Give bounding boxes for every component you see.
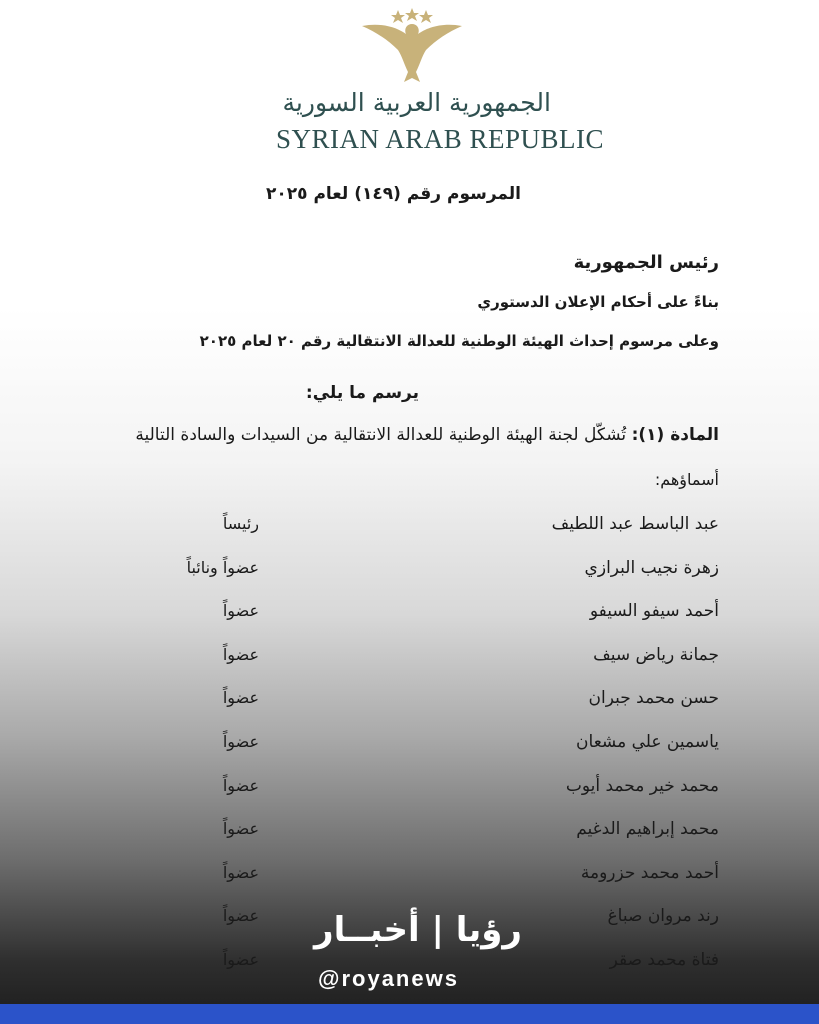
member-role: عضواً (222, 644, 259, 664)
member-role: عضواً (222, 775, 259, 795)
member-name: أحمد سيفو السيفو (589, 601, 719, 622)
article-1 (135, 425, 719, 445)
member-name: ياسمين علي مشعان (576, 732, 719, 752)
article-label: المادة (١): (631, 425, 719, 445)
member-name: محمد خير محمد أيوب (565, 775, 719, 796)
member-name: حسن محمد جبران (588, 688, 719, 709)
state-name-arabic: الجمهورية العربية السورية (282, 88, 551, 117)
member-role: عضواً (222, 906, 259, 926)
decrees-heading: يرسم ما يلي: (305, 383, 419, 403)
member-row (0, 776, 819, 806)
member-role: عضواً (222, 950, 259, 969)
brand-watermark (310, 906, 522, 996)
member-name: فتاة محمد صقر (609, 950, 719, 970)
member-row (0, 732, 819, 762)
member-row (0, 558, 819, 588)
member-row (0, 645, 819, 675)
member-name: جمانة رياض سيف (593, 644, 719, 665)
member-row (0, 688, 819, 718)
brand-handle: @royanews (318, 966, 459, 991)
member-role: عضواً ونائباً (186, 557, 259, 577)
names-label: أسماؤهم: (654, 470, 719, 489)
member-name: رند مروان صباغ (607, 906, 719, 927)
member-row (0, 863, 819, 893)
article-text: تُشكّل لجنة الهيئة الوطنية للعدالة الانتقالية من السيدات والسادة التالية (135, 425, 632, 445)
brand-logo-text: رؤيا | أخبــار (314, 910, 522, 950)
legal-basis-1: بناءً على أحكام الإعلان الدستوري (477, 293, 719, 311)
legal-basis-2: وعلى مرسوم إحداث الهيئة الوطنية للعدالة الانتقالية رقم ٢٠ لعام ٢٠٢٥ (199, 332, 719, 350)
state-name-english: SYRIAN ARAB REPUBLIC (276, 124, 605, 154)
member-role: عضواً (222, 819, 259, 839)
document-header (0, 0, 819, 160)
member-row (0, 819, 819, 849)
member-name: محمد إبراهيم الدغيم (576, 819, 719, 840)
president-heading: رئيس الجمهورية (573, 252, 719, 273)
member-row (0, 601, 819, 631)
member-row (0, 514, 819, 544)
member-name: أحمد محمد حزرومة (580, 862, 719, 883)
member-role: عضواً (222, 601, 259, 621)
member-name: عبد الباسط عبد اللطيف (551, 514, 719, 534)
member-role: عضواً (222, 732, 259, 751)
eagle-emblem-icon (358, 6, 466, 86)
decree-title: المرسوم رقم (١٤٩) لعام ٢٠٢٥ (266, 184, 521, 204)
footer-bar (0, 1004, 819, 1024)
member-role: رئيساً (222, 514, 259, 533)
member-role: عضواً (222, 862, 259, 882)
member-role: عضواً (222, 688, 259, 708)
member-name: زهرة نجيب البرازي (584, 557, 719, 578)
